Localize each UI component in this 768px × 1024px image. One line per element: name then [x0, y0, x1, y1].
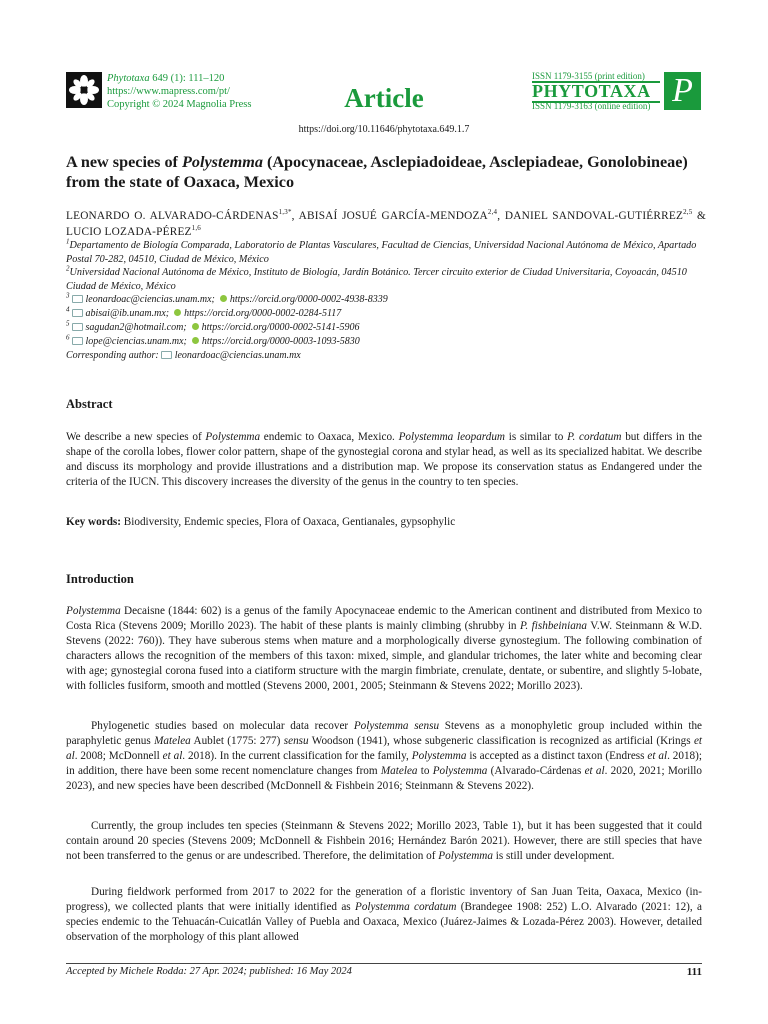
- intro-paragraph: [66, 604, 702, 695]
- email-link[interactable]: leonardoac@ciencias.unam.mx;: [85, 294, 215, 305]
- issn-print: ISSN 1179-3155 (print edition): [532, 71, 645, 81]
- author-name: , ABISAÍ JOSUÉ GARCÍA-MENDOZA: [291, 210, 488, 222]
- orcid-icon: [192, 337, 199, 344]
- text-run: Woodson (1941), whose subgeneric classification is recognized as artificial (Krings: [308, 735, 694, 748]
- text-run: Currently, the group includes ten species (Steinmann & Stevens 2022; Morillo 2023, Table 1), but it has been suggested that it could contain around 20 species (Stevens 2009; McDonnell & Fishbein 2016; Hernández Barón 2021). However, there are still species that have not been transferred to the genus or are undescribed. Therefore, the delimitation of: [66, 820, 702, 863]
- text-run: . 2018). In the current classification for the family,: [182, 750, 412, 763]
- text-run: V.W. Steinmann & W.D. Stevens (2022: 760)). They have suberous stems when mature and a morphologically diverse gynostegium. The following combination of characters allows the recognition of the members of this taxon: mixed, simple, and glandular trichomes, the later white and becoming clear with age; gynostegial corona fused into a ciatiform structure with the margin fimbriate, crenulate, dentate, or subentire, and slightly 5-lobate, with follicles fusiform, smooth and mottled (Stevens 2000, 2001, 2005; Steinmann & Stevens 2022; Morillo 2023).: [66, 620, 702, 693]
- text-run: Aublet (1775: 277): [190, 735, 284, 748]
- text-run: Decaisne (1844: 602) is a genus of the family Apocynaceae endemic to the American continent and distributed from Mexico to Costa Rica (Stevens 2009; Morillo 2023). The habit of these plants is mainly climbing (shrubby in: [66, 605, 702, 633]
- orcid-link[interactable]: https://orcid.org/0000-0002-0284-5117: [184, 308, 342, 319]
- italic-run: et al: [584, 765, 605, 778]
- italic-run: Polystemma sensu: [353, 720, 440, 732]
- orcid-icon: [174, 309, 181, 316]
- italic-run: P. fishbeiniana: [520, 620, 587, 633]
- issn-online: ISSN 1179-3163 (online edition): [532, 101, 651, 111]
- text-run: is still under development.: [492, 850, 615, 863]
- journal-brand: PHYTOTAXA: [532, 81, 651, 101]
- text-run: . 2008; McDonnell: [74, 750, 163, 763]
- journal-p-logo: P: [664, 72, 701, 110]
- introduction-heading: Introduction: [66, 572, 134, 586]
- email-link[interactable]: leonardoac@ciencias.unam.mx: [174, 350, 301, 361]
- intro-paragraph: [66, 719, 702, 794]
- italic-run: et al: [66, 735, 703, 763]
- intro-paragraph: [66, 885, 702, 945]
- abstract-heading: Abstract: [66, 397, 113, 411]
- italic-run: Polystemma: [432, 765, 488, 778]
- email-link[interactable]: sagudan2@hotmail.com;: [85, 322, 187, 333]
- page-number: 111: [686, 966, 702, 978]
- mail-icon: [72, 309, 83, 317]
- contact-line: $^6$ lope@ciencias.unam.mx; https://orcid.org/0000-0003-1093-5830: [66, 333, 360, 347]
- mail-icon: [72, 323, 83, 331]
- footer-rule: [66, 963, 702, 964]
- abstract-text: We describe a new species of Polystemma endemic to Oaxaca, Mexico. Polystemma leopardum is similar to P. cordatum but differs in the shape of the corolla lobes, flower color pattern, shape of the gynostegial corona and stylar head, as well as its specialized habitat. We describe and discuss its morphology and provide illustrations and a distribution map. We propose its conservation status as Endangered under the criteria of the IUCN. This discovery increases the diversity of the genus in the country to ten species.: [66, 431, 702, 489]
- text-run: Stevens as a monophyletic group included within the paraphyletic genus: [66, 720, 703, 748]
- author-name: LEONARDO O. ALVARADO-CÁRDENAS: [66, 210, 279, 222]
- mail-icon: [161, 351, 172, 359]
- author-name: & LUCIO LOZADA-PÉREZ: [66, 210, 706, 238]
- corresponding-author: Corresponding author: leonardoac@ciencias.unam.mx: [66, 350, 301, 361]
- mail-icon: [72, 337, 83, 345]
- italic-run: Polystemma: [411, 750, 467, 763]
- orcid-link[interactable]: https://orcid.org/0000-0002-4938-8339: [229, 294, 388, 305]
- copyright-notice: Copyright © 2024 Magnolia Press: [107, 99, 252, 110]
- contact-line: $^3$ leonardoac@ciencias.unam.mx; https://orcid.org/0000-0002-4938-8339: [66, 291, 388, 305]
- email-link[interactable]: abisai@ib.unam.mx;: [85, 308, 170, 319]
- italic-run: Matelea: [380, 765, 418, 778]
- text-run: (Brandegee 1908: 252) L.O. Alvarado (2021: 12), a species endemic to the Tehuacán-Cuicatlán Valley of Puebla and Oaxaca, Mexico (Juárez-Jaimes & Lozada-Pérez 2003). However, detailed observation of the morphology of this plant allowed: [66, 901, 702, 944]
- italic-run: Polystemma: [438, 850, 493, 863]
- affiliation-1: $^1$Departamento de Biología Comparada, Laboratorio de Plantas Vasculares, Facultad de Ciencias, Universidad Nacional Autónoma de México, Apartado Postal 70-282, 04510, Ciudad de México, México: [66, 237, 697, 265]
- orcid-icon: [192, 323, 199, 330]
- mail-icon: [72, 295, 83, 303]
- affiliation-2: $^2$Universidad Nacional Autónoma de México, Instituto de Biología, Jardín Botánico. Tercer circuito exterior de Ciudad Universitaria, Coyoacán, 04510 Ciudad de México, México: [66, 264, 687, 292]
- journal-url[interactable]: https://www.mapress.com/pt/: [107, 86, 230, 97]
- author-list: LEONARDO O. ALVARADO-$CÁRDENAS^{1,3*}$, ABISAÍ JOSUÉ GARCÍA-MENDOZA$^{2,4}$, DANIEL SANDOVAL-GUTIÉRREZ$^{2,5}$ & LUCIO LOZADA-PÉREZ$^{1,6}$: [66, 208, 706, 238]
- text-run: . 2018); in addition, there have been some recent nomenclature changes from: [66, 750, 702, 778]
- contact-line: $^4$ abisai@ib.unam.mx; https://orcid.org/0000-0002-0284-5117: [66, 305, 342, 319]
- intro-paragraph: [66, 819, 702, 864]
- text-run: Phylogenetic studies based on molecular data recover: [91, 720, 354, 732]
- italic-run: Polystemma: [66, 605, 121, 617]
- author-name: , DANIEL SANDOVAL-GUTIÉRREZ: [497, 210, 684, 222]
- title-genus: Polystemma: [182, 153, 263, 171]
- orcid-icon: [220, 295, 227, 302]
- keywords: Key words: Biodiversity, Endemic species, Flora of Oaxaca, Gentianales, gypsophylic: [66, 516, 456, 528]
- paper-title: A new species of Polystemma (Apocynaceae, Asclepiadoideae, Asclepiadeae, Gonolobineae) from the state of Oaxaca, Mexico: [66, 153, 688, 191]
- volume-pages: 649 (1): 111–120: [152, 73, 225, 84]
- doi-link[interactable]: https://doi.org/10.11646/phytotaxa.649.1.7: [298, 124, 470, 135]
- text-run: to: [417, 765, 433, 778]
- italic-run: sensu: [283, 735, 309, 748]
- orcid-link[interactable]: https://orcid.org/0000-0002-5141-5906: [201, 322, 360, 333]
- email-link[interactable]: lope@ciencias.unam.mx;: [85, 336, 187, 347]
- text-run: is accepted as a distinct taxon (Endress: [466, 750, 648, 763]
- text-run: (Alvarado-Cárdenas: [487, 765, 585, 778]
- text-run: During fieldwork performed from 2017 to 2022 for the generation of a floristic inventory of San Juan Teita, Oaxaca, Mexico (in-progress), we collected plants that were initially identified as: [66, 886, 702, 914]
- italic-run: Matelea: [154, 735, 191, 748]
- article-type-heading: Article: [344, 83, 424, 113]
- italic-run: Polystemma cordatum: [354, 901, 457, 914]
- publication-dates: Accepted by Michele Rodda: 27 Apr. 2024; published: 16 May 2024: [66, 966, 352, 977]
- italic-run: et al: [647, 750, 668, 763]
- italic-run: et al: [162, 750, 183, 763]
- journal-name: Phytotaxa: [107, 73, 150, 84]
- text-run: . 2020, 2021; Morillo 2023), and new species have been described (McDonnell & Fishbein 2016; Steinmann & Stevens 2022).: [66, 765, 703, 793]
- contact-line: $^5$ sagudan2@hotmail.com; https://orcid.org/0000-0002-5141-5906: [66, 319, 360, 333]
- orcid-link[interactable]: https://orcid.org/0000-0003-1093-5830: [201, 336, 360, 347]
